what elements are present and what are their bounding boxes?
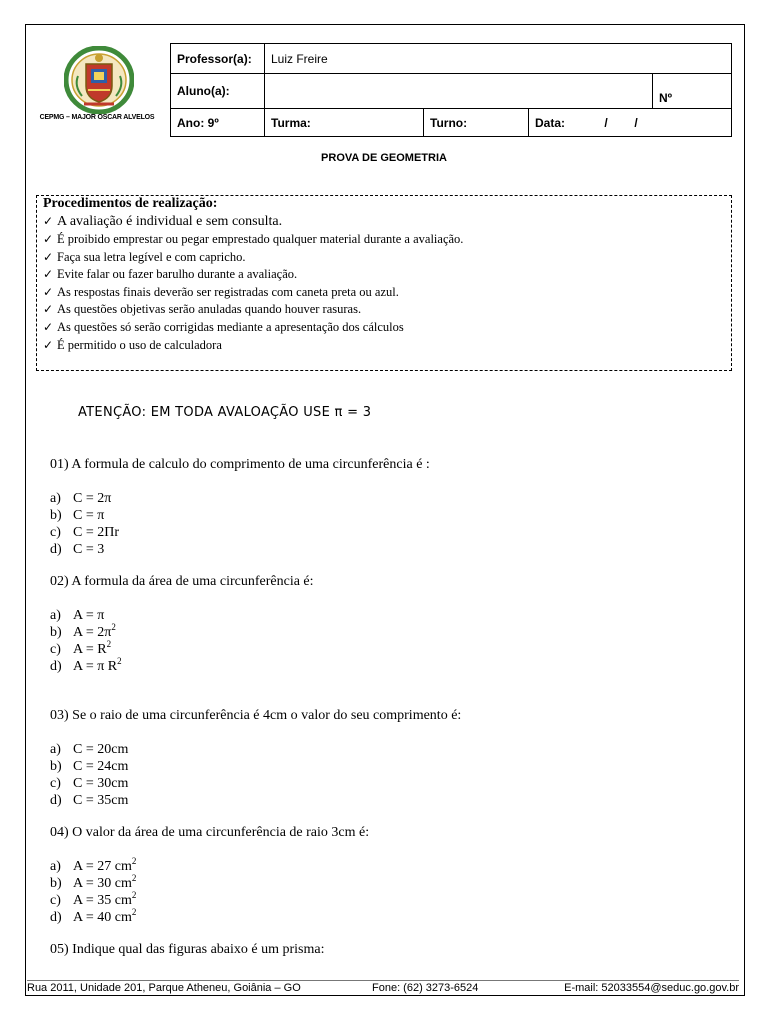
option-a[interactable]: a) A = 27 $cm^2$ — [50, 856, 137, 874]
data-field — [529, 109, 732, 137]
attention-note: ATENÇÃO: EM TODA AVALOAÇÃO USE π = 3 — [78, 405, 372, 420]
data-slashes: / / — [604, 115, 638, 130]
page-border — [25, 24, 745, 996]
footer-email: E-mail: 52033554@seduc.go.gov.br — [564, 982, 739, 994]
footer-address: Rua 2011, Unidade 201, Parque Atheneu, Goiânia – GO — [27, 982, 301, 994]
option-d[interactable]: d) A = 40 $cm^2$ — [50, 907, 137, 925]
option-b[interactable]: b) C = π — [50, 508, 105, 523]
procedure-item: ✓ As questões só serão corrigidas mediante a apresentação dos cálculos — [43, 319, 725, 337]
turma-label: Turma: — [265, 109, 424, 137]
aluno-label: Aluno(a): — [171, 74, 265, 109]
question-4-options — [50, 858, 136, 926]
question-3: 03) Se o raio de uma circunferência é 4cm o valor do seu comprimento é: — [50, 708, 462, 723]
ano-label: Ano: 9º — [171, 109, 265, 137]
checkmark-icon: ✓ — [43, 249, 54, 264]
option-c[interactable]: c) C = 30cm — [50, 776, 129, 791]
turno-label: Turno: — [424, 109, 529, 137]
procedure-item: ✓ É permitido o uso de calculadora — [43, 337, 725, 355]
option-a[interactable]: a) C = 20cm — [50, 742, 129, 757]
procedures-box — [36, 195, 732, 371]
exam-title: PROVA DE GEOMETRIA — [321, 152, 447, 164]
checkmark-icon: ✓ — [43, 337, 54, 352]
question-5: 05) Indique qual das figuras abaixo é um prisma: — [50, 942, 325, 957]
numero-label: Nº — [653, 74, 732, 109]
option-d[interactable]: d) A = π $R^2$ — [50, 656, 122, 674]
checkmark-icon: ✓ — [43, 214, 54, 228]
checkmark-icon: ✓ — [43, 232, 54, 246]
procedure-item: ✓ Faça sua letra legível e com capricho. — [43, 249, 725, 267]
question-2-options — [50, 607, 122, 675]
checkmark-icon: ✓ — [43, 267, 54, 282]
header-table — [170, 43, 732, 137]
option-c[interactable]: c) $A = R^2$ — [50, 639, 112, 657]
question-3-options — [50, 741, 128, 809]
checkmark-icon: ✓ — [43, 284, 54, 299]
footer — [27, 980, 739, 994]
professor-label: Professor(a): — [171, 44, 265, 74]
checkmark-icon: ✓ — [43, 302, 54, 317]
option-d[interactable]: d) C = 3 — [50, 542, 105, 557]
option-c[interactable]: c) A = 35 $cm^2$ — [50, 890, 137, 908]
procedures-list — [43, 212, 725, 354]
procedures-title: Procedimentos de realização: — [43, 196, 218, 211]
option-c[interactable]: c) C = 2Πr — [50, 525, 120, 540]
option-b[interactable]: b) C = 24cm — [50, 759, 129, 774]
procedure-item: ✓ A avaliação é individual e sem consulta. — [43, 214, 283, 229]
question-1: 01) A formula de calculo do comprimento de uma circunferência é : — [50, 457, 430, 472]
professor-value: Luiz Freire — [265, 44, 732, 74]
school-name: CEPMG – MAJOR OSCAR ALVELOS — [39, 114, 155, 121]
data-label: Data: — [535, 115, 566, 130]
option-d[interactable]: d) C = 35cm — [50, 793, 129, 808]
procedure-item: ✓ É proibido emprestar ou pegar emprestado qualquer material durante a avaliação. — [43, 231, 725, 249]
option-b[interactable]: b) A = 30 $cm^2$ — [50, 873, 137, 891]
question-2: 02) A formula da área de uma circunferência é: — [50, 574, 314, 589]
school-crest-logo — [64, 46, 134, 114]
option-b[interactable]: b) $A = 2\pi^2$ — [50, 622, 116, 640]
question-1-options — [50, 490, 119, 558]
aluno-field[interactable] — [265, 74, 653, 109]
procedure-item: ✓ Evite falar ou fazer barulho durante a avaliação. — [43, 266, 725, 284]
footer-phone: Fone: (62) 3273-6524 — [372, 982, 479, 994]
option-a[interactable]: a) C = 2π — [50, 491, 112, 506]
procedure-item: ✓ As questões objetivas serão anuladas quando houver rasuras. — [43, 301, 725, 319]
checkmark-icon: ✓ — [43, 319, 54, 334]
procedure-item: ✓ As respostas finais deverão ser registradas com caneta preta ou azul. — [43, 284, 725, 302]
question-4: 04) O valor da área de uma circunferência de raio 3cm é: — [50, 825, 370, 840]
option-a[interactable]: a) A = π — [50, 608, 105, 623]
